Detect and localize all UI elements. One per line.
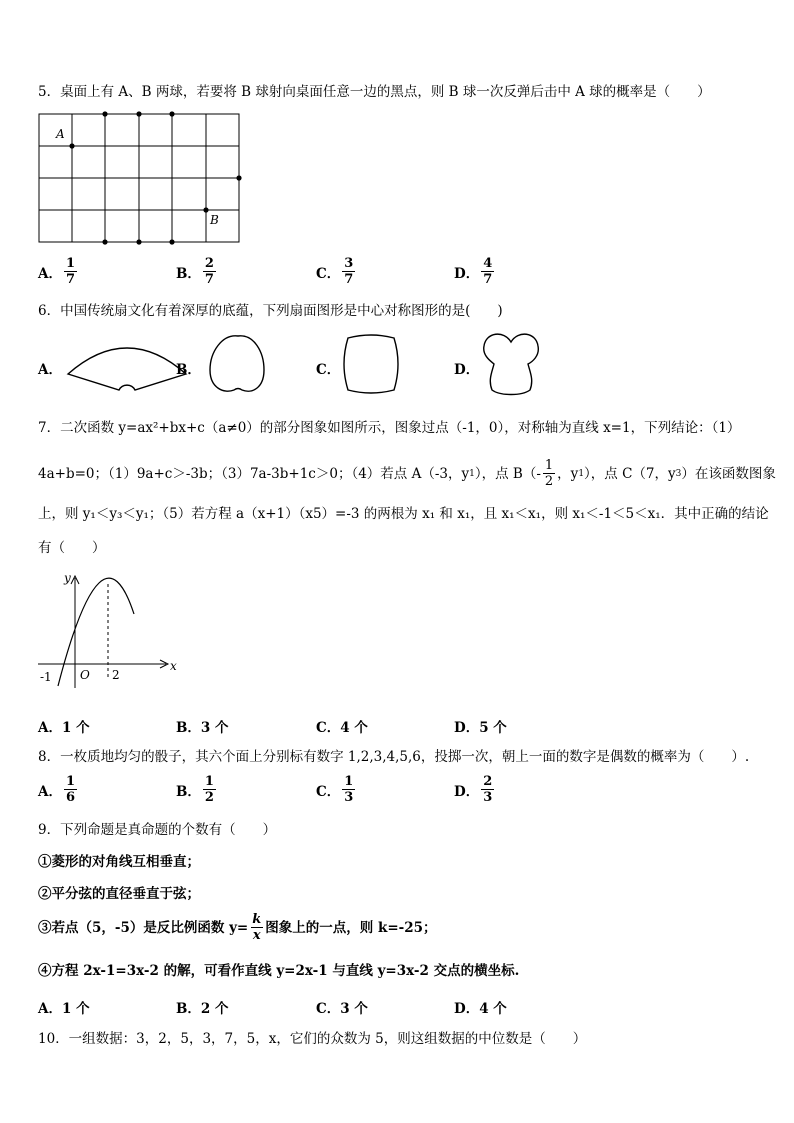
q8-option-b[interactable]: B． $\frac{1}{2}$ (176, 774, 214, 805)
fan-shape-d[interactable] (478, 328, 548, 400)
q5-option-b[interactable]: B． $\frac{2}{7}$ (176, 256, 214, 287)
q6-option-b-label[interactable]: B． (176, 362, 201, 378)
question-7-line-1: 7．二次函数 y=ax²+bx+c（a≠0）的部分图象如图所示，图象过点（-1，0），对称轴为直线 x=1，下列结论：（1） (38, 420, 741, 436)
q9-fraction-k-over-x: $\frac{k}{x}$ (252, 912, 262, 943)
edge-dot (102, 239, 107, 244)
q7-option-c[interactable]: C．4 个 (316, 720, 368, 736)
fan-shape-a[interactable] (62, 328, 192, 398)
tick-label-2: 2 (112, 668, 120, 682)
fan-shape-c[interactable] (338, 330, 408, 400)
q8-option-a[interactable]: A． $\frac{1}{6}$ (38, 774, 76, 805)
q5-option-c[interactable]: C． $\frac{3}{7}$ (316, 256, 354, 287)
question-10 (38, 1029, 586, 1049)
question-7-number: 7 (38, 420, 47, 436)
q5-option-c-fraction: $\frac{3}{7}$ (344, 256, 354, 287)
q6-option-d-label[interactable]: D． (454, 362, 480, 378)
q5-option-a[interactable]: A． $\frac{1}{7}$ (38, 256, 76, 287)
question-8-number: 8 (38, 749, 47, 765)
q8-option-a-fraction: $\frac{1}{6}$ (65, 774, 76, 805)
question-9 (38, 820, 276, 840)
q9-option-b[interactable]: B．2 个 (176, 1001, 229, 1017)
edge-dot (236, 175, 241, 180)
edge-dot (136, 239, 141, 244)
q8-option-c-fraction: $\frac{1}{3}$ (344, 774, 354, 805)
question-5-number: 5 (38, 84, 47, 100)
q5-option-d-fraction: $\frac{4}{7}$ (483, 256, 493, 287)
question-5-text: ．桌面上有 A、B 两球，若要将 B 球射向桌面任意一边的黑点，则 B 球一次反弹后击中 A 球的概率是（ ） (46, 84, 711, 100)
q7-option-a[interactable]: A．1 个 (38, 720, 90, 736)
q9-option-d[interactable]: D．4 个 (454, 1001, 507, 1017)
q8-option-d[interactable]: D． $\frac{2}{3}$ (454, 774, 493, 805)
ball-b-dot (203, 207, 208, 212)
y-axis-label: y (64, 571, 71, 585)
q9-statement-3: ③若点（5，-5）是反比例函数 y= $\frac{k}{x}$ 图象上的一点，则 k=-25； (38, 912, 437, 943)
q6-option-c-label[interactable]: C． (316, 362, 341, 378)
edge-dot (169, 239, 174, 244)
question-7-line-4: 有（ ） (38, 540, 106, 556)
question-8-text: ．一枚质地均匀的骰子，其六个面上分别标有数字 1,2,3,4,5,6，投掷一次，朝上一面的数字是偶数的概率为（ ）. (46, 749, 750, 765)
question-10-text: ．一组数据：3，2，5，3，7，5，x，它们的众数为 5，则这组数据的中位数是（ ） (55, 1031, 587, 1047)
q7-option-d[interactable]: D．5 个 (454, 720, 507, 736)
fan-shape-b[interactable] (204, 330, 274, 400)
question-10-number: 10 (38, 1031, 56, 1047)
q8-option-c[interactable]: C． $\frac{1}{3}$ (316, 774, 354, 805)
question-9-text: ．下列命题是真命题的个数有（ ） (46, 822, 277, 838)
q9-option-c[interactable]: C．3 个 (316, 1001, 368, 1017)
question-6 (38, 301, 503, 321)
fan-sector-outline (68, 348, 186, 390)
question-8 (38, 747, 749, 767)
origin-label: O (80, 668, 90, 682)
edge-dot (102, 111, 107, 116)
ball-a-dot (69, 143, 74, 148)
edge-dot (169, 111, 174, 116)
question-6-text: ．中国传统扇文化有着深厚的底蕴，下列扇面图形是中心对称图形的是( ) (46, 303, 503, 319)
q5-option-a-fraction: $\frac{1}{7}$ (65, 256, 76, 287)
edge-dot (136, 111, 141, 116)
q9-statement-4: ④方程 2x-1=3x-2 的解，可看作直线 y=2x-1 与直线 y=3x-2 交点的横坐标. (38, 963, 520, 979)
question-9-number: 9 (38, 822, 47, 838)
fan-round-outline (210, 336, 264, 391)
q7-option-b[interactable]: B．3 个 (176, 720, 229, 736)
q8-option-b-fraction: $\frac{1}{2}$ (204, 774, 214, 805)
q6-option-a-label[interactable]: A． (38, 362, 62, 378)
q5-option-b-fraction: $\frac{2}{7}$ (204, 256, 214, 287)
parabola-graph (34, 568, 184, 693)
question-7-line-3: 上，则 y₁＜y₃＜y₁；（5）若方程 a（x+1）（x5）=-3 的两根为 x₁ 和 x₁，且 x₁＜x₁，则 x₁＜-1＜5＜x₁．其中正确的结论 (38, 506, 769, 522)
billiard-grid-figure (36, 110, 246, 245)
q9-statement-1: ①菱形的对角线互相垂直； (38, 854, 200, 870)
x-axis-label: x (170, 659, 177, 673)
question-5 (38, 82, 711, 102)
tick-label-neg-1: -1 (40, 670, 52, 684)
parabola-curve (58, 578, 134, 686)
question-6-number: 6 (38, 303, 47, 319)
fan-square-outline (344, 335, 398, 393)
q8-option-d-fraction: $\frac{2}{3}$ (483, 774, 493, 805)
question-7-line-2: 4a+b=0；（1）9a+c＞-3b；（3）7a-3b+1c＞0；（4）若点 A（-3，y 1 ），点 B（- $\frac{1}{2}$ ，y 1 ），点 C（7，y 3 ）在该函数图象 (38, 458, 776, 489)
q9-option-a[interactable]: A．1 个 (38, 1001, 90, 1017)
fan-lobed-outline (484, 334, 539, 394)
grid-label-b: B (210, 213, 219, 227)
grid-label-a: A (56, 127, 65, 141)
q9-statement-2: ②平分弦的直径垂直于弦； (38, 886, 200, 902)
q7-fraction-half: $\frac{1}{2}$ (544, 458, 554, 489)
q5-option-d[interactable]: D． $\frac{4}{7}$ (454, 256, 493, 287)
